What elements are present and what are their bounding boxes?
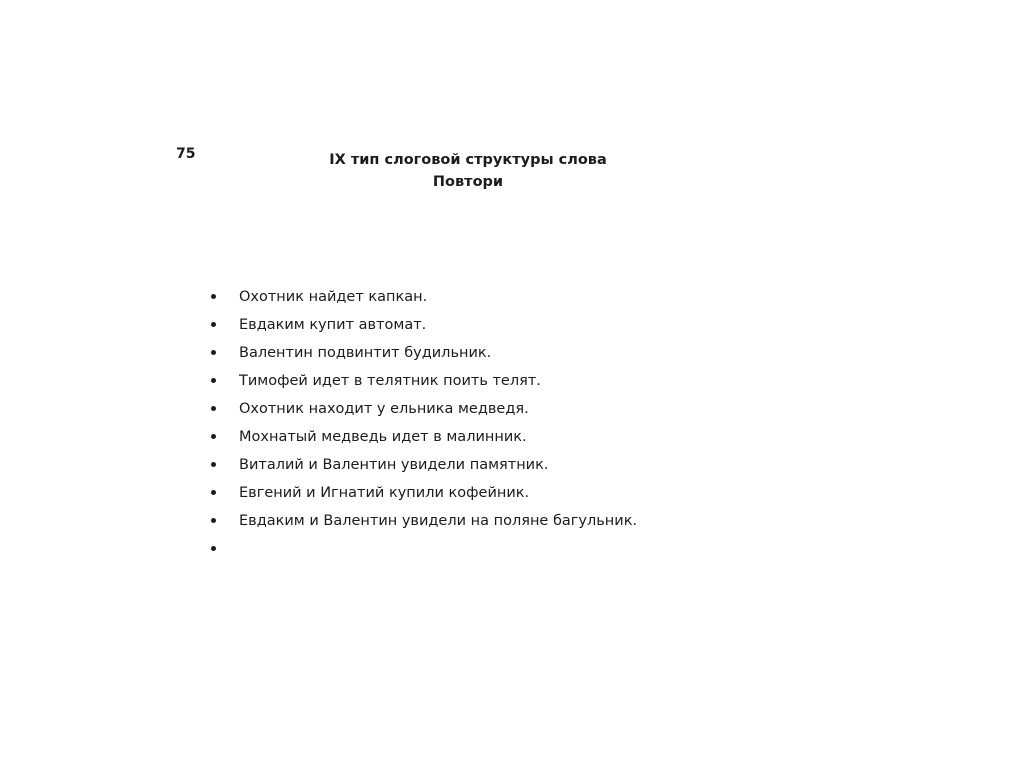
list-item-text: Евгений и Игнатий купили кофейник. bbox=[239, 485, 530, 501]
bullet-icon bbox=[211, 322, 216, 327]
list-item-text: Мохнатый медведь идет в малинник. bbox=[239, 429, 527, 445]
bullet-icon bbox=[211, 462, 216, 467]
list-item-text: Евдаким и Валентин увидели на поляне багульник. bbox=[239, 513, 638, 529]
list-item bbox=[209, 311, 637, 339]
title-block bbox=[300, 149, 636, 193]
list-item-text: Евдаким купит автомат. bbox=[239, 317, 427, 333]
list-item-text: Охотник находит у ельника медведя. bbox=[239, 401, 529, 417]
list-item bbox=[209, 451, 637, 479]
bullet-icon bbox=[211, 350, 216, 355]
list-item bbox=[209, 367, 637, 395]
list-item bbox=[209, 339, 637, 367]
list-item bbox=[209, 507, 637, 535]
bullet-list bbox=[209, 283, 637, 563]
page-subtitle: Повтори bbox=[432, 174, 504, 190]
list-item bbox=[209, 423, 637, 451]
page-number: 75 bbox=[176, 146, 196, 162]
list-item bbox=[209, 283, 637, 311]
list-item-empty bbox=[209, 535, 637, 563]
list-item bbox=[209, 395, 637, 423]
bullet-icon bbox=[211, 434, 216, 439]
bullet-icon bbox=[211, 546, 216, 551]
list-item bbox=[209, 479, 637, 507]
bullet-icon bbox=[211, 378, 216, 383]
list-item-text: Виталий и Валентин увидели памятник. bbox=[239, 457, 549, 473]
list-item-text: Тимофей идет в телятник поить телят. bbox=[239, 373, 541, 389]
list-item-text: Валентин подвинтит будильник. bbox=[239, 345, 492, 361]
list-item-text: Охотник найдет капкан. bbox=[239, 289, 428, 305]
bullet-icon bbox=[211, 406, 216, 411]
bullet-icon bbox=[211, 294, 216, 299]
bullet-icon bbox=[211, 490, 216, 495]
page-title: IX тип слоговой структуры слова bbox=[329, 152, 607, 168]
bullet-icon bbox=[211, 518, 216, 523]
